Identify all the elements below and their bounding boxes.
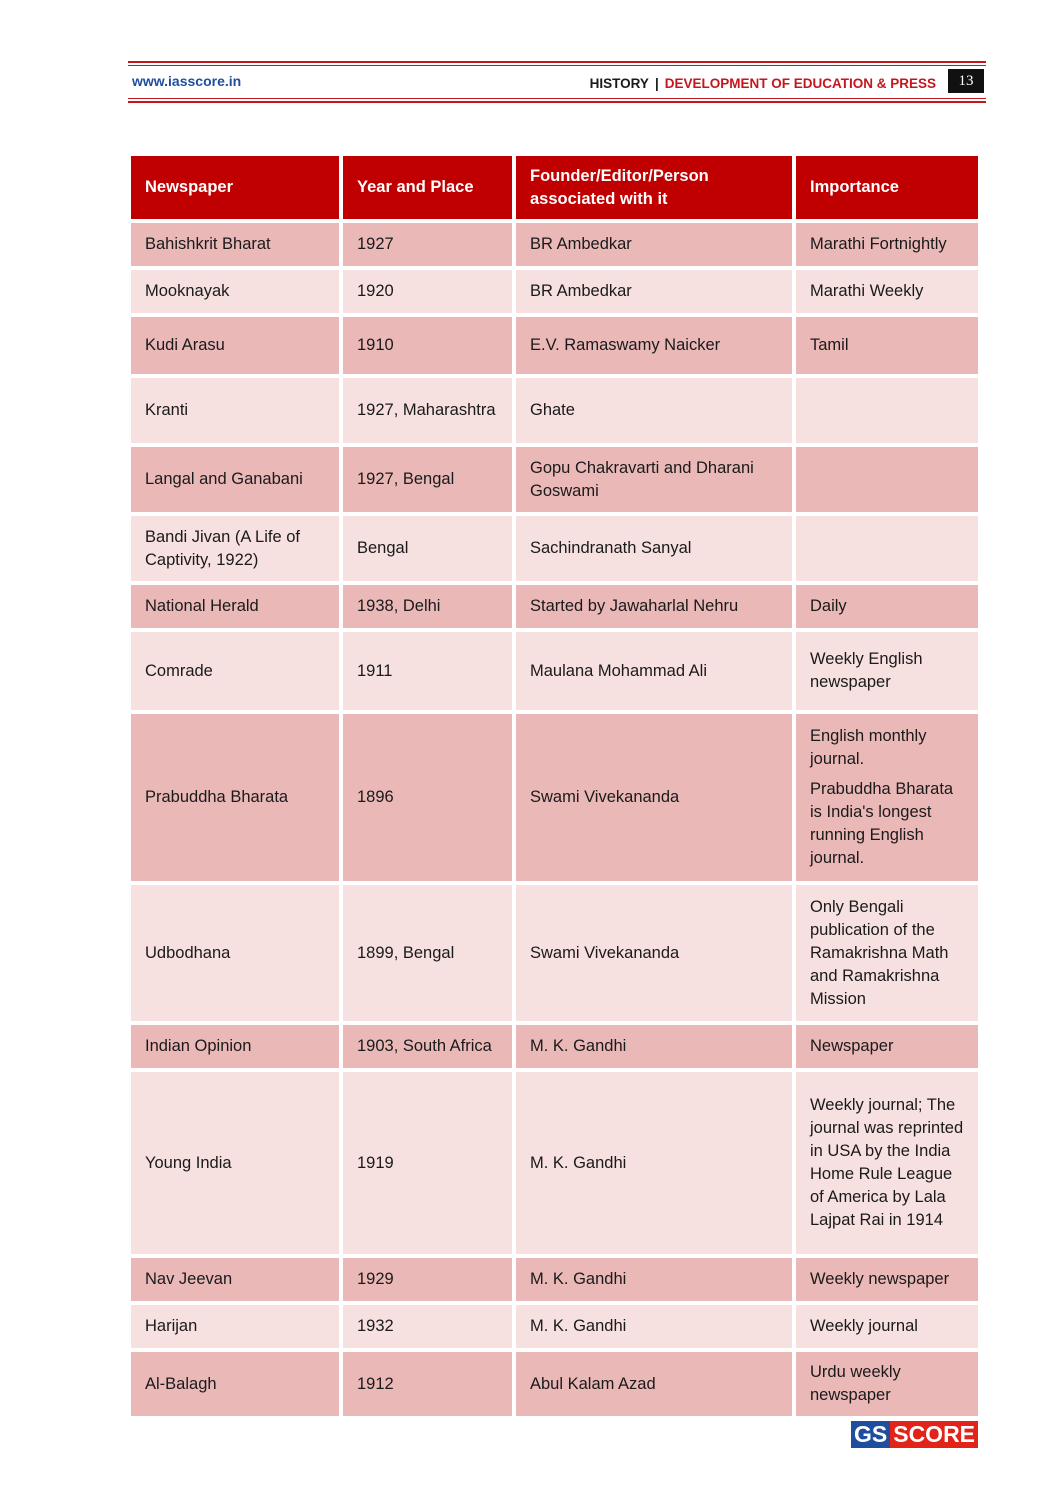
table-row <box>131 632 978 710</box>
importance-paragraph: Newspaper <box>810 1037 894 1055</box>
column-header-importance: Importance <box>796 156 978 219</box>
cell-year-place: Bengal <box>343 516 512 581</box>
cell-founder: Swami Vivekananda <box>516 714 792 881</box>
cell-newspaper: Mooknayak <box>131 270 339 313</box>
table-row <box>131 270 978 313</box>
cell-year-place: 1912 <box>343 1352 512 1416</box>
header-rule-bottom-thick <box>128 101 986 103</box>
cell-founder: M. K. Gandhi <box>516 1305 792 1348</box>
cell-newspaper: Kranti <box>131 378 339 443</box>
cell-importance <box>796 447 978 512</box>
importance-paragraph: Weekly journal <box>810 1317 918 1335</box>
importance-paragraph: Urdu weekly newspaper <box>810 1363 901 1404</box>
cell-newspaper: Langal and Ganabani <box>131 447 339 512</box>
cell-year-place: 1927, Maharashtra <box>343 378 512 443</box>
cell-importance <box>796 1305 978 1348</box>
cell-importance <box>796 714 978 881</box>
header-rule-bottom <box>128 98 986 99</box>
cell-founder: M. K. Gandhi <box>516 1072 792 1254</box>
table-body <box>131 223 978 1416</box>
table-row <box>131 317 978 374</box>
gs-score-logo <box>849 1419 980 1450</box>
cell-founder: Maulana Mohammad Ali <box>516 632 792 710</box>
header-separator: | <box>654 76 659 91</box>
newspapers-table <box>127 152 982 1420</box>
cell-year-place: 1920 <box>343 270 512 313</box>
header-rule-top <box>128 61 986 63</box>
cell-importance <box>796 516 978 581</box>
cell-importance <box>796 1352 978 1416</box>
cell-year-place: 1927, Bengal <box>343 447 512 512</box>
cell-founder: Swami Vivekananda <box>516 885 792 1021</box>
cell-newspaper: Young India <box>131 1072 339 1254</box>
cell-newspaper: Comrade <box>131 632 339 710</box>
cell-importance <box>796 223 978 266</box>
cell-newspaper: Kudi Arasu <box>131 317 339 374</box>
cell-founder: Sachindranath Sanyal <box>516 516 792 581</box>
table-row <box>131 714 978 881</box>
importance-paragraph: English monthly journal. <box>810 727 927 768</box>
cell-year-place: 1929 <box>343 1258 512 1301</box>
site-url[interactable]: www.iasscore.in <box>132 73 242 89</box>
cell-year-place: 1932 <box>343 1305 512 1348</box>
cell-founder: Started by Jawaharlal Nehru <box>516 585 792 628</box>
cell-year-place: 1910 <box>343 317 512 374</box>
table-row <box>131 516 978 581</box>
column-header-year-place: Year and Place <box>343 156 512 219</box>
table-row <box>131 1072 978 1254</box>
cell-newspaper: Bandi Jivan (A Life of Captivity, 1922) <box>131 516 339 581</box>
table-row <box>131 447 978 512</box>
importance-paragraph: Marathi Fortnightly <box>810 235 947 253</box>
table-row <box>131 585 978 628</box>
cell-importance <box>796 1025 978 1068</box>
column-header-newspaper: Newspaper <box>131 156 339 219</box>
table-row <box>131 223 978 266</box>
section-heading <box>590 76 936 91</box>
topic-label: DEVELOPMENT OF EDUCATION & PRESS <box>664 76 936 91</box>
cell-year-place: 1911 <box>343 632 512 710</box>
table-row <box>131 1305 978 1348</box>
table-row <box>131 885 978 1021</box>
header-rule-top-thin <box>128 65 986 66</box>
cell-year-place: 1903, South Africa <box>343 1025 512 1068</box>
column-header-founder: Founder/Editor/Person associated with it <box>516 156 792 219</box>
cell-founder: BR Ambedkar <box>516 270 792 313</box>
cell-importance <box>796 885 978 1021</box>
importance-paragraph: Prabuddha Bharata is India's longest running English journal. <box>810 780 954 867</box>
importance-paragraph: Marathi Weekly <box>810 282 924 300</box>
cell-founder: M. K. Gandhi <box>516 1258 792 1301</box>
cell-year-place: 1927 <box>343 223 512 266</box>
cell-founder: E.V. Ramaswamy Naicker <box>516 317 792 374</box>
logo-gs: GS <box>851 1421 890 1448</box>
cell-year-place: 1938, Delhi <box>343 585 512 628</box>
cell-importance <box>796 585 978 628</box>
table-row <box>131 1258 978 1301</box>
cell-newspaper: Prabuddha Bharata <box>131 714 339 881</box>
cell-year-place: 1896 <box>343 714 512 881</box>
cell-founder: Ghate <box>516 378 792 443</box>
cell-importance <box>796 1258 978 1301</box>
cell-founder: BR Ambedkar <box>516 223 792 266</box>
subject-label: HISTORY <box>589 76 649 91</box>
cell-founder: Gopu Chakravarti and Dharani Goswami <box>516 447 792 512</box>
importance-paragraph: Only Bengali publication of the Ramakrishna Math and Ramakrishna Mission <box>810 897 949 1008</box>
cell-year-place: 1919 <box>343 1072 512 1254</box>
table-row <box>131 1352 978 1416</box>
cell-newspaper: Indian Opinion <box>131 1025 339 1068</box>
cell-newspaper: National Herald <box>131 585 339 628</box>
importance-paragraph: Weekly journal; The journal was reprinted in USA by the India Home Rule League of America by Lala Lajpat Rai in 1914 <box>810 1096 964 1229</box>
cell-importance <box>796 1072 978 1254</box>
cell-newspaper: Udbodhana <box>131 885 339 1021</box>
table-header-row <box>131 156 978 219</box>
importance-paragraph: Weekly English newspaper <box>810 650 923 691</box>
cell-newspaper: Al-Balagh <box>131 1352 339 1416</box>
logo-score: SCORE <box>890 1421 978 1448</box>
cell-newspaper: Nav Jeevan <box>131 1258 339 1301</box>
table-row <box>131 1025 978 1068</box>
cell-importance <box>796 632 978 710</box>
cell-year-place: 1899, Bengal <box>343 885 512 1021</box>
importance-paragraph: Weekly newspaper <box>810 1270 950 1288</box>
cell-newspaper: Bahishkrit Bharat <box>131 223 339 266</box>
importance-paragraph: Tamil <box>810 336 849 354</box>
cell-importance <box>796 270 978 313</box>
page-number: 13 <box>948 69 984 93</box>
cell-founder: M. K. Gandhi <box>516 1025 792 1068</box>
importance-paragraph: Daily <box>810 597 847 615</box>
cell-importance <box>796 378 978 443</box>
cell-founder: Abul Kalam Azad <box>516 1352 792 1416</box>
cell-importance <box>796 317 978 374</box>
table-row <box>131 378 978 443</box>
cell-newspaper: Harijan <box>131 1305 339 1348</box>
